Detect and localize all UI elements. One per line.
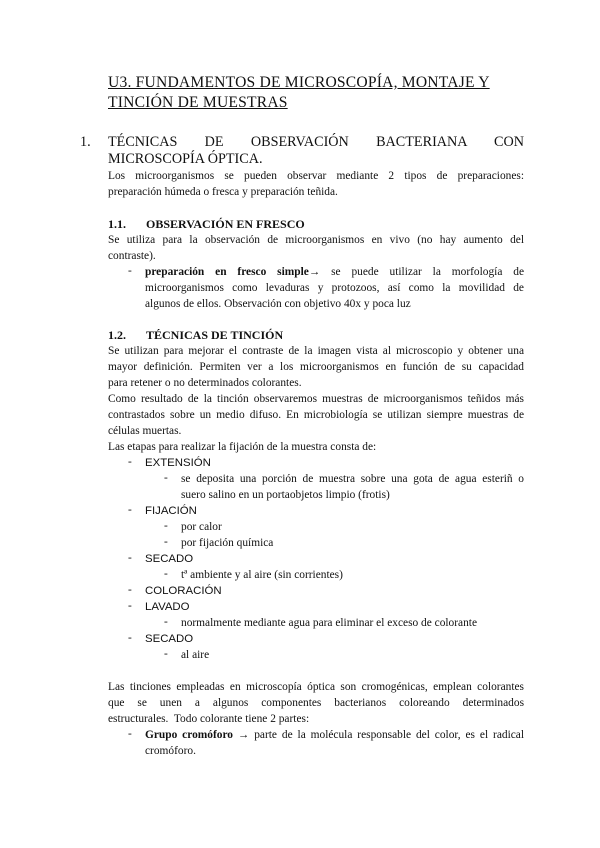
step-extension-sub-line2: suero salino en un portaobjetos limpio (frotis) xyxy=(181,489,390,501)
step-fijacion-sub2: por fijación química xyxy=(181,537,274,549)
bullet-dash: - xyxy=(128,584,132,596)
document-title-line1: U3. FUNDAMENTOS DE MICROSCOPÍA, MONTAJE Y xyxy=(108,74,490,91)
section-intro-line1: Los microorganismos se pueden observar mediante 2 tipos de preparaciones: xyxy=(108,170,524,182)
step-lavado: LAVADO xyxy=(145,601,190,613)
subsection-heading-fresco: OBSERVACIÓN EN FRESCO xyxy=(146,217,305,231)
tincion-p1-line3: para retener o no determinados colorantes. xyxy=(108,377,302,389)
step-extension-sub-line1: se deposita una porción de muestra sobre una gota de agua esteriñ o xyxy=(181,473,524,485)
fresco-text-line1: Se utiliza para la observación de microorganismos en vivo (no hay aumento del xyxy=(108,234,524,246)
tincion-p2-line1: Como resultado de la tinción observaremos muestras de microorganismos teñidos más xyxy=(108,393,524,405)
section-heading-line1: TÉCNICAS DE OBSERVACIÓN BACTERIANA CON xyxy=(108,134,524,150)
fresco-bullet-line3: algunos de ellos. Observación con objetivo 40x y poca luz xyxy=(145,298,411,310)
closing-line1: Las tinciones empleadas en microscopía óptica son cromogénicas, emplean colorantes xyxy=(108,681,524,693)
bullet-dash: - xyxy=(128,456,132,468)
tincion-p1-line2: mayor definición. Permiten ver a los microorganismos en función de su capacidad xyxy=(108,361,524,373)
bullet-dash: - xyxy=(128,504,132,516)
document-title-line2: TINCIÓN DE MUESTRAS xyxy=(108,94,288,111)
step-fijacion-sub1: por calor xyxy=(181,521,222,533)
bullet-dash: - xyxy=(164,616,168,628)
step-secado: SECADO xyxy=(145,553,194,565)
tincion-p2-line2: contrastados sobre un medio difuso. En microbiología se utilizan siempre muestras de xyxy=(108,409,524,421)
tincion-p1-line1: Se utilizan para mejorar el contraste de la imagen vista al microscopio y obtener una xyxy=(108,345,524,357)
step-fijacion: FIJACIÓN xyxy=(145,505,197,517)
subsection-heading-tincion: TÉCNICAS DE TINCIÓN xyxy=(146,328,284,342)
tincion-p2-line3: células muertas. xyxy=(108,425,182,437)
closing-line2: que se unen a algunos componentes bacterianos coloreando determinados xyxy=(108,697,524,709)
subsection-number-1-1: 1.1. xyxy=(108,217,126,231)
step-secado-final: SECADO xyxy=(145,633,194,645)
closing-line3: estructurales. Todo colorante tiene 2 partes: xyxy=(108,713,310,725)
step-secado-final-sub: al aire xyxy=(181,649,210,661)
bullet-dash: - xyxy=(164,648,168,660)
bullet-dash: - xyxy=(128,632,132,644)
step-lavado-sub: normalmente mediante agua para eliminar el exceso de colorante xyxy=(181,617,478,629)
bullet-dash: - xyxy=(128,265,132,277)
section-number: 1. xyxy=(80,134,91,150)
bullet-dash: - xyxy=(164,568,168,580)
fresco-bullet-bold: preparación en fresco simple xyxy=(145,266,309,278)
step-secado-sub: tª ambiente y al aire (sin corrientes) xyxy=(181,569,343,581)
fresco-bullet-line2: microorganismos como levaduras y protozoos, así como la movilidad de xyxy=(145,282,524,294)
bullet-dash: - xyxy=(164,472,168,484)
cromoforo-bullet-line2: cromóforo. xyxy=(145,745,196,757)
tincion-p3: Las etapas para realizar la fijación de la muestra consta de: xyxy=(108,441,377,453)
bullet-dash: - xyxy=(128,600,132,612)
cromoforo-bullet-line1 xyxy=(145,728,524,743)
bullet-dash: - xyxy=(128,728,132,740)
bullet-dash: - xyxy=(164,520,168,532)
bullet-dash: - xyxy=(128,552,132,564)
fresco-text-line2: contraste). xyxy=(108,250,156,262)
section-heading-line2: MICROSCOPÍA ÓPTICA. xyxy=(108,151,263,167)
subsection-number-1-2: 1.2. xyxy=(108,328,126,342)
step-coloracion: COLORACIÓN xyxy=(145,585,222,597)
bullet-dash: - xyxy=(164,536,168,548)
cromoforo-bullet-bold: Grupo cromóforo xyxy=(145,729,234,741)
fresco-bullet-line1 xyxy=(145,265,524,280)
cromoforo-bullet-rest: → parte de la molécula responsable del color, es el radical xyxy=(233,729,525,741)
section-intro-line2: preparación húmeda o fresca y preparación teñida. xyxy=(108,186,338,198)
fresco-bullet-rest: → se puede utilizar la morfología de xyxy=(308,266,524,278)
step-extension: EXTENSIÓN xyxy=(145,457,211,469)
